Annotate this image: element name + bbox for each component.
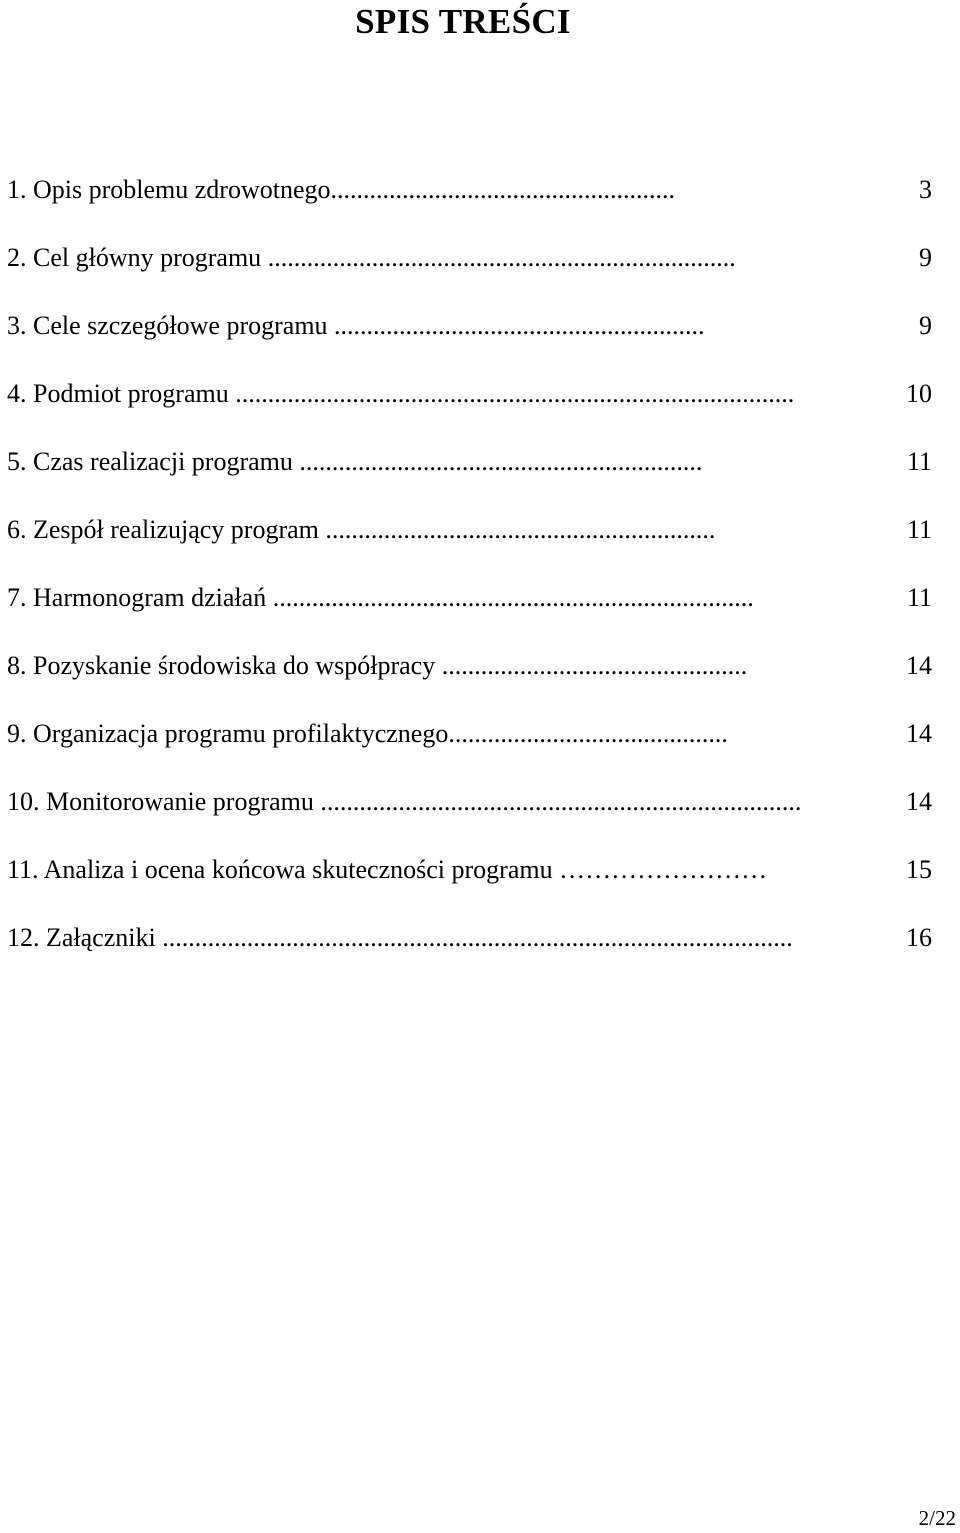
toc-entry-number: 1. xyxy=(7,175,27,204)
toc-entry-label: Podmiot programu xyxy=(33,379,229,408)
toc-entry-page-number: 14 xyxy=(906,651,932,680)
toc-dot-leader: .......................................................................... xyxy=(266,583,754,612)
toc-entry-label: Zespół realizujący program xyxy=(33,515,319,544)
toc-entry-label: Harmonogram działań xyxy=(33,583,267,612)
toc-entry-label: Analiza i ocena końcowa skuteczności programu xyxy=(43,855,553,884)
toc-dot-leader: ...................................................................................... xyxy=(228,379,795,408)
toc-entry[interactable] xyxy=(7,918,932,986)
toc-entry[interactable] xyxy=(7,510,932,578)
toc-entry-title xyxy=(7,170,881,210)
toc-entry-number: 6. xyxy=(7,515,27,544)
toc-dot-leader: ............................................................ xyxy=(318,515,716,544)
toc-entry-page-number: 14 xyxy=(906,719,932,748)
toc-entry-title xyxy=(7,306,881,346)
toc-dot-leader: …………………… xyxy=(552,855,768,884)
toc-entry[interactable] xyxy=(7,306,932,374)
toc-entry-page-number: 3 xyxy=(919,175,932,204)
toc-entry-title xyxy=(7,850,881,890)
page-number: 2/22 xyxy=(918,1506,956,1530)
toc-dot-leader: ................................................................................................. xyxy=(155,923,793,952)
toc-entry-title xyxy=(7,578,881,618)
toc-dot-leader: ........................................... xyxy=(448,719,728,748)
toc-entry-label: Pozyskanie środowiska do współpracy xyxy=(33,651,436,680)
toc-entry-title xyxy=(7,374,881,414)
toc-entry-page-number: 11 xyxy=(906,447,932,476)
toc-entry[interactable] xyxy=(7,782,932,850)
toc-dot-leader: .......................................................................... xyxy=(313,787,802,816)
toc-entry[interactable] xyxy=(7,238,932,306)
toc-entry-title xyxy=(7,646,881,686)
toc-entry-label: Monitorowanie programu xyxy=(46,787,314,816)
toc-entry-page-number: 9 xyxy=(919,311,932,340)
toc-entry-label: Organizacja programu profilaktycznego xyxy=(33,719,449,748)
toc-entry-title xyxy=(7,714,881,754)
toc-entry-label: Czas realizacji programu xyxy=(33,447,293,476)
page-title: SPIS TREŚCI xyxy=(355,2,571,41)
toc-dot-leader: ............................................... xyxy=(435,651,748,680)
toc-entry[interactable] xyxy=(7,578,932,646)
toc-entry[interactable] xyxy=(7,850,932,918)
toc-entry-page-number: 11 xyxy=(906,515,932,544)
toc-entry-label: Opis problemu zdrowotnego xyxy=(33,175,331,204)
toc-entry-number: 2. xyxy=(7,243,27,272)
toc-entry-number: 3. xyxy=(7,311,27,340)
toc-entry[interactable] xyxy=(7,646,932,714)
toc-dot-leader: .............................................................. xyxy=(292,447,703,476)
toc-entry-page-number: 11 xyxy=(906,583,932,612)
toc-entry[interactable] xyxy=(7,442,932,510)
toc-entry-label: Cel główny programu xyxy=(33,243,262,272)
toc-entry-number: 4. xyxy=(7,379,27,408)
toc-entry-number: 12. xyxy=(7,923,40,952)
toc-entry-label: Cele szczegółowe programu xyxy=(33,311,328,340)
toc-dot-leader: ......................................................... xyxy=(327,311,705,340)
toc-entry-number: 7. xyxy=(7,583,27,612)
toc-dot-leader: ........................................................................ xyxy=(261,243,736,272)
toc-entry-number: 5. xyxy=(7,447,27,476)
toc-entry-number: 10. xyxy=(7,787,40,816)
toc-entry-label: Załączniki xyxy=(46,923,156,952)
toc-entry-page-number: 15 xyxy=(906,855,932,884)
toc-entry-number: 11. xyxy=(7,855,39,884)
toc-entry-page-number: 14 xyxy=(906,787,932,816)
toc-entry-page-number: 16 xyxy=(906,923,932,952)
toc-entry[interactable] xyxy=(7,714,932,782)
toc-dot-leader: ..................................................... xyxy=(330,175,676,204)
toc-entry-page-number: 10 xyxy=(906,379,932,408)
toc-entry-title xyxy=(7,918,881,958)
toc-entry-title xyxy=(7,238,881,278)
toc-entry-title xyxy=(7,442,881,482)
toc-entry[interactable] xyxy=(7,170,932,238)
toc-entry-title xyxy=(7,510,881,550)
toc-entry[interactable] xyxy=(7,374,932,442)
toc-entry-number: 8. xyxy=(7,651,27,680)
toc-entry-page-number: 9 xyxy=(919,243,932,272)
toc-entry-title xyxy=(7,782,881,822)
table-of-contents xyxy=(7,170,932,986)
toc-entry-number: 9. xyxy=(7,719,27,748)
